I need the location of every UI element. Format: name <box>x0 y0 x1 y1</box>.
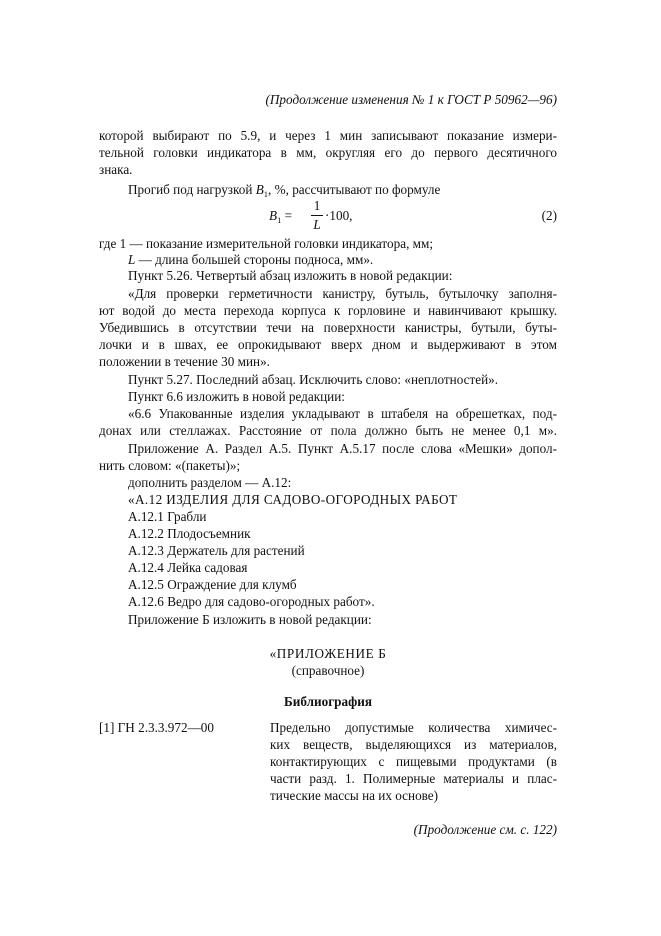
list-item: А.12.5 Ограждение для клумб <box>128 577 297 592</box>
body-line: Убедившись в отсутствии течи на поверхности канистры, бутыли, буты- <box>99 320 557 335</box>
appendix-subtitle: (справочное) <box>291 663 365 678</box>
section-heading: «А.12 ИЗДЕЛИЯ ДЛЯ САДОВО-ОГОРОДНЫХ РАБОТ <box>128 492 458 507</box>
formula-lhs: $B_1$ = <box>269 208 293 225</box>
body-line: Пункт 6.6 изложить в новой редакции: <box>128 389 345 404</box>
bibliography-desc-line: части разд. 1. Полимерные материалы и плас- <box>270 771 557 786</box>
bibliography-desc-line: контактирующих с пищевыми продуктами (в <box>270 754 557 769</box>
bibliography-desc-line: Предельно допустимые количества химичес- <box>270 720 557 735</box>
paragraph-line: знака. <box>99 162 133 177</box>
page-header: (Продолжение изменения № 1 к ГОСТ Р 50962—96) <box>265 92 557 107</box>
paragraph-line: которой выбирают по 5.9, и через 1 мин записывают показание измери- <box>99 128 557 143</box>
list-item: А.12.2 Плодосъемник <box>128 526 251 541</box>
formula-tail: ·100, <box>325 208 353 223</box>
body-line: донах или стеллажах. Расстояние от пола должно быть не менее 0,1 м». <box>99 423 557 438</box>
body-line: лочки и в швах, ее опрокидывают вверх дном и выдерживают в этом <box>99 337 557 352</box>
bibliography-heading: Библиография <box>284 694 372 709</box>
body-line: Приложение Б изложить в новой редакции: <box>128 612 372 627</box>
body-line: Пункт 5.27. Последний абзац. Исключить слово: «неплотностей». <box>128 372 499 387</box>
body-line: ют водой до места перехода корпуса к горловине и навинчивают крышку. <box>99 303 557 318</box>
body-line: Приложение А. Раздел А.5. Пункт А.5.17 после слова «Мешки» допол- <box>128 441 557 456</box>
formula-intro-var-sub: 1 <box>263 189 269 199</box>
body-line: положении в течение 30 мин». <box>99 354 270 369</box>
list-item: А.12.3 Держатель для растений <box>128 543 305 558</box>
list-item: А.12.6 Ведро для садово-огородных работ». <box>128 594 375 609</box>
bibliography-desc-line: тические массы на их основе) <box>270 788 439 803</box>
formula-intro-var: B <box>255 182 264 197</box>
list-item: А.12.4 Лейка садовая <box>128 560 248 575</box>
page-footer: (Продолжение см. с. 122) <box>413 822 557 837</box>
formula-intro-before: Прогиб под нагрузкой <box>128 182 256 197</box>
formula-intro <box>128 182 440 202</box>
formula-intro-after: , %, рассчитывают по формуле <box>268 182 441 197</box>
appendix-title: «ПРИЛОЖЕНИЕ Б <box>269 646 387 661</box>
bibliography-ref: [1] ГН 2.3.3.972—00 <box>99 720 214 735</box>
formula-number: (2) <box>541 208 557 223</box>
body-line: Пункт 5.26. Четвертый абзац изложить в новой редакции: <box>128 268 453 283</box>
list-item: А.12.1 Грабли <box>128 509 207 524</box>
formula-denominator: L <box>313 217 321 232</box>
where-line: где 1 — показание измерительной головки индикатора, мм; <box>99 236 434 251</box>
fraction-line <box>311 215 323 216</box>
body-line: нить словом: «(пакеты)»; <box>99 458 241 473</box>
formula-numerator: 1 <box>313 198 321 213</box>
bibliography-desc-line: ких веществ, выделяющихся из материалов, <box>270 737 557 752</box>
body-line: дополнить разделом — А.12: <box>128 475 292 490</box>
where-line: L — длина большей стороны подноса, мм». <box>128 252 374 267</box>
body-line: «Для проверки герметичности канистру, бутыль, бутылочку заполня- <box>128 286 557 301</box>
paragraph-line: тельной головки индикатора в мм, округляя его до первого десятичного <box>99 145 557 160</box>
body-line: «6.6 Упакованные изделия укладывают в штабеля на обрешетках, под- <box>128 406 557 421</box>
